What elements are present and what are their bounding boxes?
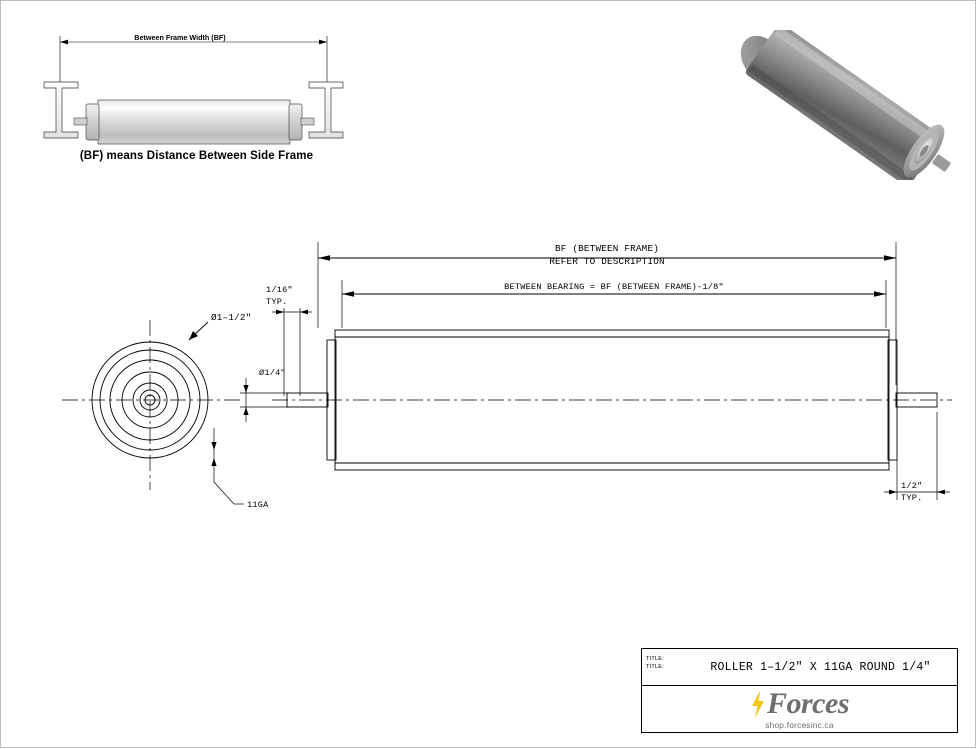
brand-name: Forces — [767, 687, 849, 720]
dim-gauge: 11GA — [247, 500, 269, 510]
roller-photo — [728, 30, 960, 180]
dim-bf-line1: BF (BETWEEN FRAME) — [554, 243, 660, 254]
title-block-top-row — [642, 649, 957, 686]
inset-caption: (BF) means Distance Between Side Frame — [79, 150, 314, 162]
dim-right-typ-line2: TYP. — [901, 493, 923, 503]
title-block-labels — [646, 655, 664, 671]
title-block — [641, 648, 958, 733]
dim-right-typ-line1: 1/2" — [901, 481, 923, 491]
main-engineering-drawing — [0, 200, 977, 620]
dim-left-typ-line2: TYP. — [266, 297, 288, 307]
part-title: ROLLER 1–1/2" X 11GA ROUND 1/4" — [710, 660, 931, 674]
dim-outer-diameter: Ø1–1/2" — [211, 312, 252, 323]
inset-top-label: Between Frame Width (BF) — [134, 33, 226, 42]
brand-logo — [642, 686, 957, 733]
lightning-bolt-icon — [750, 689, 766, 719]
title-block-bottom-row — [642, 686, 957, 733]
inset-frame-illustration — [22, 28, 367, 168]
dim-left-typ-line1: 1/16" — [266, 285, 293, 295]
title-label-2: TITLE: — [646, 664, 664, 670]
dim-bf-line2: REFER TO DESCRIPTION — [549, 256, 665, 267]
dim-shaft-diameter: Ø1/4" — [259, 368, 286, 378]
brand-website: shop.forcesinc.ca — [765, 720, 834, 730]
dim-between-bearing: BETWEEN BEARING = BF (BETWEEN FRAME)-1/8" — [504, 282, 724, 292]
title-label-1: TITLE: — [646, 656, 664, 662]
